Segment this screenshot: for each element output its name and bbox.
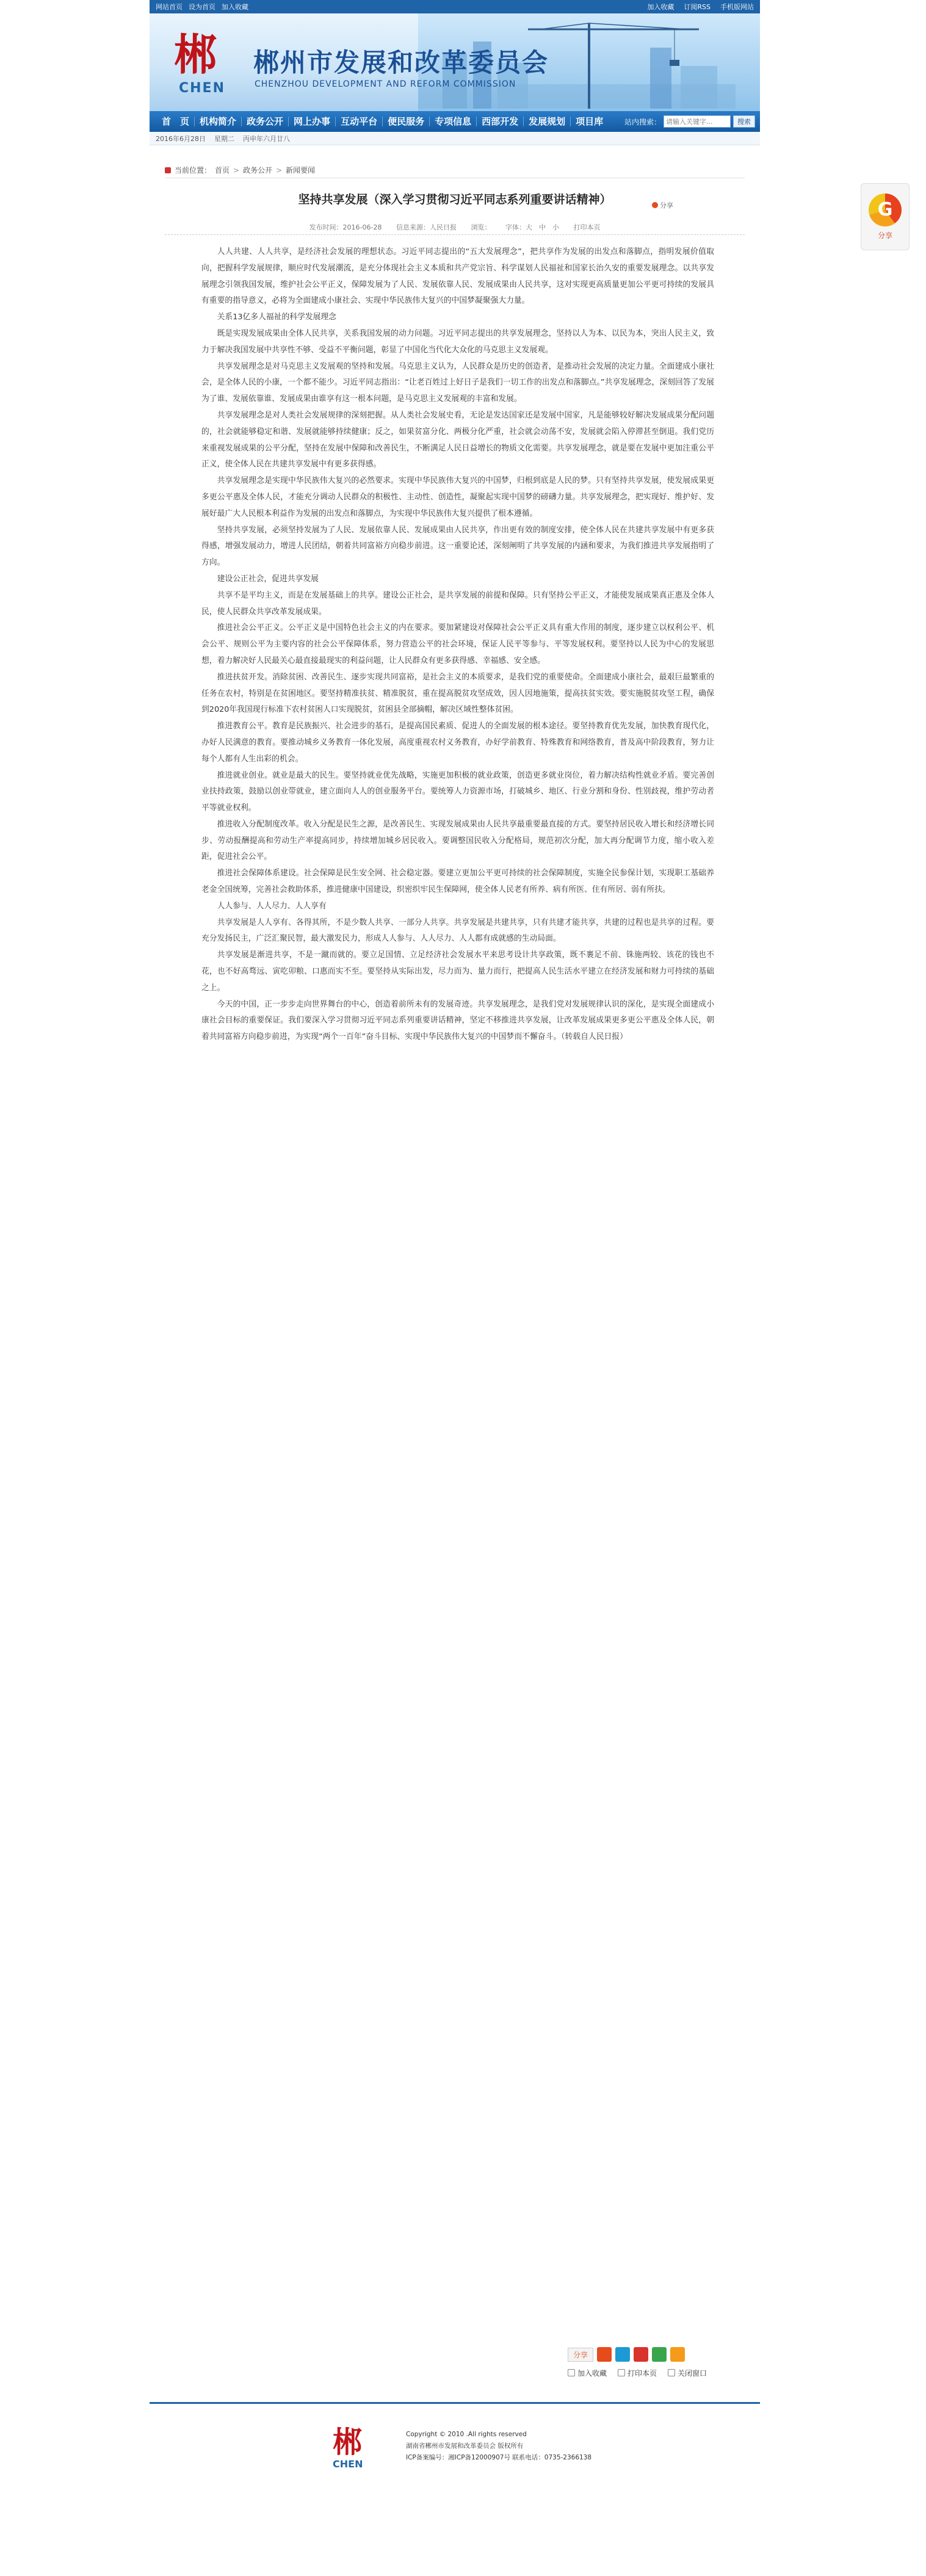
bottom-share-button[interactable]: 分享: [568, 2348, 593, 2362]
article-paragraph: 推进社会公平正义。公平正义是中国特色社会主义的内在要求。要加紧建设对保障社会公平正义具有重大作用的制度，逐步建立以权利公平、机会公平、规则公平为主要内容的社会公平保障体系，努力营造公平的社会环境，保证人民平等参与、平等发展权利。要坚持以人民为中心的发展思想，着力解决好人民最关心最直接最现实的利益问题，让人民群众有更多获得感、幸福感、安全感。: [201, 623, 714, 665]
footer-logo: [333, 2426, 388, 2469]
close-window-link[interactable]: [668, 2368, 707, 2378]
breadcrumb: [165, 162, 745, 178]
article-paragraph: 今天的中国，正一步步走向世界舞台的中心，创造着前所未有的发展奇迹。共享发展理念，是我们党对发展规律认识的深化，是实现全面建成小康社会目标的重要保证。我们要深入学习贯彻习近平同志系列重要讲话精神，坚定不移推进共享发展，让改革发展成果更多更公平惠及全体人民，朝着共同富裕方向稳步前进，为实现“两个一百年”奋斗目标、实现中华民族伟大复兴的中国梦而不懈奋斗。（转载自人民日报）: [201, 999, 714, 1042]
close-label: 关闭窗口: [678, 2368, 707, 2378]
nav-item[interactable]: 发展规划: [524, 117, 571, 126]
footer-logo-subtext: CHEN: [333, 2458, 363, 2470]
site-english-name: CHENZHOU DEVELOPMENT AND REFORM COMMISSION: [255, 79, 516, 89]
meta-divider: [165, 234, 745, 235]
owner-line: 湖南省郴州市发展和改革委员会 版权所有: [406, 2442, 524, 2450]
share-row: [568, 2345, 732, 2364]
nav-item[interactable]: 互动平台: [336, 117, 383, 126]
site-banner: [150, 13, 760, 111]
logo-character: 郴: [174, 29, 217, 80]
site-logo[interactable]: [174, 31, 247, 98]
section-heading: 人人参与、人人尽力、人人享有: [217, 901, 327, 911]
article-share-button[interactable]: [652, 200, 673, 210]
breadcrumb-separator: >: [276, 165, 283, 175]
share-icon: [652, 202, 658, 208]
print-label: 打印本页: [628, 2368, 657, 2378]
qzone-icon[interactable]: [615, 2347, 630, 2362]
article-paragraph: 共享发展理念是对马克思主义发展观的坚持和发展。马克思主义认为，人民群众是历史的创造者，是推动社会发展的决定力量。全面建成小康社会，是全体人民的小康，一个都不能少。习近平同志指出：“让老百姓过上好日子是我们一切工作的出发点和落脚点。”共享发展理念，深刻回答了发展为了谁、发展依靠谁、发展成果由谁享有这一根本问题，是马克思主义发展观的丰富和发展。: [201, 361, 714, 404]
main-navigation: [150, 111, 760, 132]
info-source: 信息来源：人民日报: [396, 223, 457, 231]
breadcrumb-item-section[interactable]: 政务公开: [243, 166, 273, 175]
article-paragraph: 共享发展理念是实现中华民族伟大复兴的必然要求。实现中华民族伟大复兴的中国梦，归根到底是人民的梦。只有坚持共享发展，使发展成果更多更公平惠及全体人民，才能充分调动人民群众的积极性、主动性、创造性，凝聚起实现中国梦的磅礴力量。共享发展理念，把实现好、维护好、发展好最广大人民根本利益作为发展的出发点和落脚点，为实现中华民族伟大复兴提供了根本遵循。: [201, 476, 714, 518]
search-label: 站内搜索：: [624, 117, 661, 126]
floating-share-label: 分享: [877, 231, 892, 240]
breadcrumb-item-home[interactable]: 首页: [215, 166, 230, 175]
favorite-link[interactable]: [568, 2368, 607, 2378]
top-link-left[interactable]: 网站首页: [156, 3, 183, 11]
article-paragraph: 共享发展理念是对人类社会发展规律的深刻把握。从人类社会发展史看，无论是发达国家还是发展中国家，凡是能够较好解决发展成果分配问题的，社会就能够稳定和谐、发展就能够持续健康；反之，如果贫富分化、两极分化严重，社会就会动荡不安，发展就会陷入停滞甚至倒退。我们党历来重视发展成果的公平分配，坚持在发展中保障和改善民生，不断满足人民日益增长的物质文化需要。共享发展理念，就是要在发展中更加注重公平正义，使全体人民在共建共享发展中有更多获得感。: [201, 410, 714, 469]
site-footer: [150, 2408, 760, 2506]
renren-icon[interactable]: [634, 2347, 648, 2362]
nav-item[interactable]: 首 页: [157, 117, 195, 126]
top-link-right[interactable]: 加入收藏: [647, 3, 675, 11]
article-paragraph: 推进收入分配制度改革。收入分配是民生之源，是改善民生、实现发展成果由人民共享最重要最直接的方式。要坚持居民收入增长和经济增长同步、劳动报酬提高和劳动生产率提高同步，持续增加城乡居民收入。要调整国民收入分配格局，规范初次分配，加大再分配调节力度，缩小收入差距，促进社会公平。: [201, 819, 714, 862]
article-paragraph: 坚持共享发展，必须坚持发展为了人民、发展依靠人民、发展成果由人民共享，作出更有效的制度安排，使全体人民在共建共享发展中有更多获得感，增强发展动力，增进人民团结，朝着共同富裕方向稳步前进。这一重要论述，深刻阐明了共享发展的内涵和要求，为我们推进共享发展指明了方向。: [201, 525, 714, 568]
nav-item[interactable]: 项目库: [576, 116, 604, 127]
nav-item[interactable]: 西部开发: [477, 117, 524, 126]
current-weekday: 星期二: [214, 134, 234, 143]
article-paragraph: 共享发展是渐进共享，不是一蹴而就的。要立足国情、立足经济社会发展水平来思考设计共享政策，既不裹足不前、铢施两较、该花的钱也不花，也不好高骛远、寅吃卯粮、口惠而实不至。要坚持从实际出发，尽力而为、量力而行，把提高人民生活水平建立在经济发展和财力可持续的基础之上。: [201, 950, 714, 993]
breadcrumb-label: 当前位置：: [175, 166, 212, 175]
top-link-left[interactable]: 设为首页: [189, 3, 215, 11]
article-paragraph: 推进扶贫开发。消除贫困、改善民生、逐步实现共同富裕，是社会主义的本质要求，是我们党的重要使命。全面建成小康社会，最艰巨最繁重的任务在农村，特别是在贫困地区。要坚持精准扶贫、精准脱贫，重在提高脱贫攻坚成效，因人因地施策，提高扶贫实效。要实施脱贫攻坚工程，确保到2020年我国现行标准下农村贫困人口实现脱贫，贫困县全部摘帽，解决区域性整体贫困。: [201, 672, 714, 715]
print-page-link[interactable]: [618, 2368, 657, 2378]
top-link-left[interactable]: 加入收藏: [222, 3, 248, 11]
date-bar: [150, 132, 760, 145]
printer-icon: [618, 2369, 625, 2376]
article-paragraph: 共享不是平均主义，而是在发展基础上的共享。建设公正社会，是共享发展的前提和保障。只有坚持公平正义，才能使发展成果真正惠及全体人民，使人民群众共享改革发展成果。: [201, 590, 714, 617]
site-search: [624, 115, 760, 128]
copyright-line: Copyright © 2010 .All rights reserved: [406, 2431, 527, 2438]
search-button[interactable]: 搜索: [733, 115, 755, 128]
section-heading: 建设公正社会，促进共享发展: [217, 574, 319, 584]
font-size-switch[interactable]: 字体：大 中 小: [505, 223, 559, 231]
top-link-right[interactable]: 手机版网站: [720, 3, 754, 11]
nav-item[interactable]: 专项信息: [430, 117, 477, 126]
favorite-label: 加入收藏: [577, 2368, 607, 2378]
search-input[interactable]: [664, 115, 731, 128]
footer-divider: [150, 2402, 760, 2404]
location-icon: [165, 167, 171, 173]
article-body: [201, 244, 714, 1046]
section-heading: 关系13亿多人福祉的科学发展理念: [217, 313, 337, 322]
icp-line: ICP备案编号：湘ICP备12000907号 联系电话：0735-2366138: [406, 2454, 592, 2461]
article-paragraph: 推进就业创业。就业是最大的民生。要坚持就业优先战略，实施更加积极的就业政策，创造更多就业岗位，着力解决结构性就业矛盾。要完善创业扶持政策，鼓励以创业带就业，建立面向人人的创业服务平台。要统筹人力资源市场，打破城乡、地区、行业分割和身份、性别歧视，维护劳动者平等就业权利。: [201, 770, 714, 813]
logo-subtext: CHEN: [179, 81, 225, 96]
current-date: 2016年6月28日: [156, 134, 206, 143]
nav-item[interactable]: 机构简介: [195, 117, 242, 126]
weibo-icon[interactable]: [597, 2347, 612, 2362]
nav-item[interactable]: 网上办事: [289, 117, 336, 126]
floating-share-widget[interactable]: [861, 183, 910, 250]
article-tools: [568, 2345, 732, 2388]
wechat-icon[interactable]: [652, 2347, 667, 2362]
article-title: 坚持共享发展（深入学习贯彻习近平同志系列重要讲话精神）: [298, 193, 612, 206]
print-link[interactable]: 打印本页: [573, 223, 601, 231]
view-count: 浏览：: [471, 223, 491, 231]
footer-logo-character: 郴: [333, 2425, 363, 2459]
breadcrumb-separator: >: [233, 165, 240, 175]
nav-items: [157, 117, 608, 126]
publish-time: 发布时间：2016-06-28: [309, 223, 382, 231]
share-logo-icon: G: [869, 194, 902, 226]
article-paragraph: 推进教育公平。教育是民族振兴、社会进步的基石，是提高国民素质、促进人的全面发展的根本途径。要坚持教育优先发展，加快教育现代化，办好人民满意的教育。要推动城乡义务教育一体化发展，高度重视农村义务教育，办好学前教育、特殊教育和网络教育，普及高中阶段教育，努力让每个人都有人生出彩的机会。: [201, 722, 714, 764]
top-bar-left: [156, 2, 248, 12]
breadcrumb-item-category[interactable]: 新闻要闻: [286, 166, 316, 175]
footer-text: [406, 2429, 591, 2464]
close-icon: [668, 2369, 675, 2376]
top-link-right[interactable]: 订阅RSS: [684, 3, 711, 11]
article-paragraph: 共享发展是人人享有、各得其所，不是少数人共享、一部分人共享。共享发展是共建共享，只有共建才能共享，共建的过程也是共享的过程。要充分发扬民主，广泛汇聚民智，最大激发民力，形成人人参与、人人尽力、人人都有成就感的生动局面。: [201, 917, 714, 944]
article-paragraph: 推进社会保障体系建设。社会保障是民生安全网、社会稳定器。要建立更加公平更可持续的社会保障制度，实施全民参保计划，实现职工基础养老金全国统筹，完善社会救助体系，推进健康中国建设，织密织牢民生保障网，使全体人民老有所养、病有所医、住有所居、弱有所扶。: [201, 869, 714, 895]
article-share-label: 分享: [660, 201, 673, 209]
nav-item[interactable]: 政务公开: [242, 117, 289, 126]
article-paragraph: 人人共建、人人共享，是经济社会发展的理想状态。习近平同志提出的“五大发展理念”，把共享作为发展的出发点和落脚点，指明发展价值取向，把握科学发展规律，顺应时代发展潮流，是充分体现社会主义本质和共产党宗旨、科学谋划人民福祉和国家长治久安的重要发展理念。以共享发展理念引领我国发展，维护社会公平正义，保障发展为了人民、发展依靠人民、发展成果由人民共享，这对实现更高质量更加公平更可持续的发展具有重要的指导意义，必将为全面建成小康社会、实现中华民族伟大复兴的中国梦凝聚强大力量。: [201, 247, 714, 306]
article-meta: [165, 222, 745, 232]
top-bar-right: [647, 2, 754, 12]
lunar-date: 丙申年六月廿八: [243, 134, 290, 143]
nav-item[interactable]: 便民服务: [383, 117, 430, 126]
utility-row: [568, 2364, 732, 2382]
site-name: 郴州市发展和改革委员会: [253, 48, 549, 78]
more-share-icon[interactable]: [670, 2347, 685, 2362]
article-paragraph: 既是实现发展成果由全体人民共享，关系我国发展的动力问题。习近平同志提出的共享发展理念，坚持以人为本、以民为本，突出人民主义，致力于解决我国发展中共享性不够、受益不平衡问题，彰显了中国化当代化大众化的马克思主义发展观。: [201, 328, 714, 355]
top-bar: [150, 0, 760, 13]
favorite-icon: [568, 2369, 575, 2376]
